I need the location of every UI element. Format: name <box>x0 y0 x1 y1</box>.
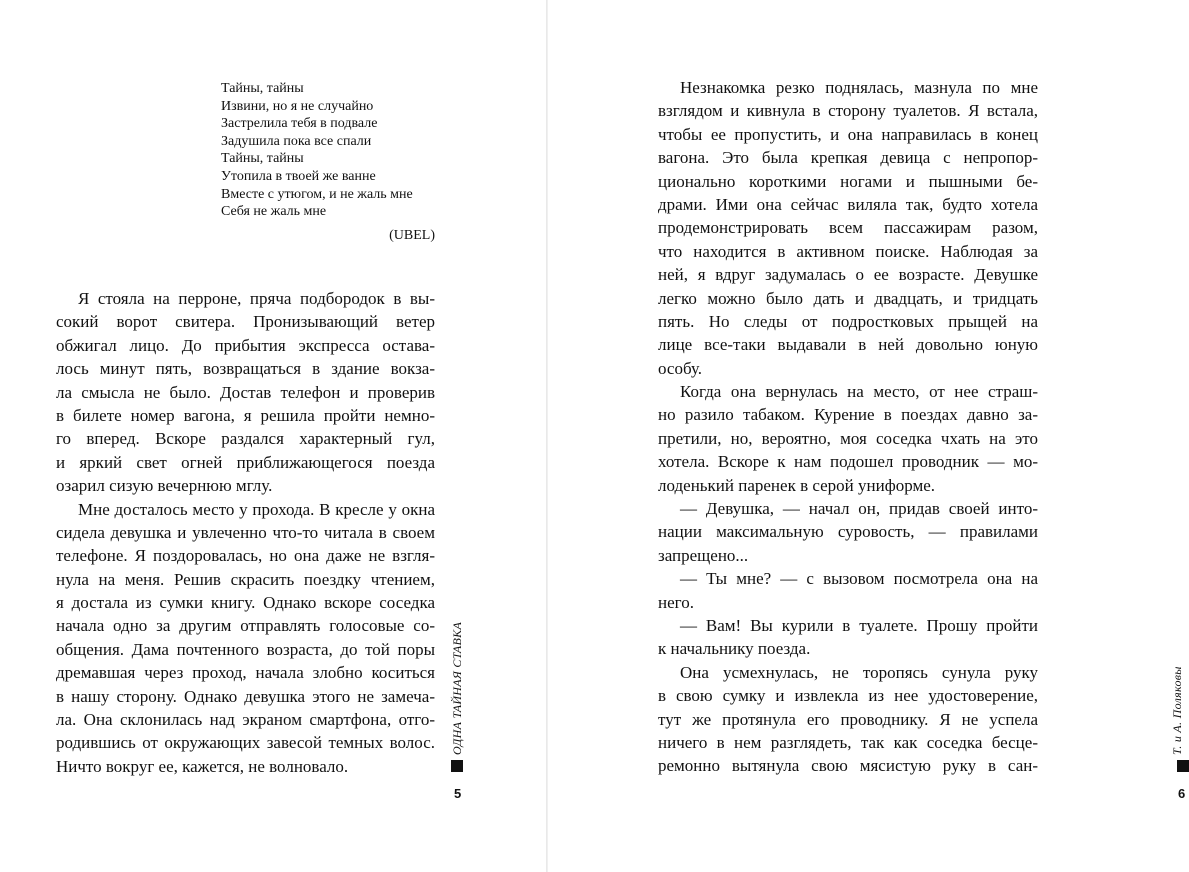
epigraph-line: Задушила пока все спали <box>221 133 372 149</box>
text-line: него. <box>658 592 694 612</box>
running-head-marker <box>1177 760 1189 772</box>
page-number: 6 <box>1178 786 1186 801</box>
running-head-authors: Т. и А. Поляковы <box>1170 666 1184 755</box>
text-line: го вперед. Вскоре раздался характерный гул, <box>56 429 435 449</box>
text-line: легко можно было дать и двадцать, и тридцать <box>658 288 1038 308</box>
text-line: родившись от окружающих завесой темных волос. <box>56 733 435 753</box>
epigraph-line: Утопила в твоей же ванне <box>221 168 376 184</box>
text-line: продемонстрировать всем пассажирам разом, <box>658 218 1038 238</box>
right-body-text <box>658 76 1038 778</box>
text-line: к начальнику поезда. <box>658 639 811 659</box>
text-line: что находится в активном поиске. Наблюдая за <box>658 241 1038 261</box>
text-line: Мне досталось место у прохода. В кресле у окна <box>78 499 435 519</box>
text-line: Когда она вернулась на место, от нее страш- <box>680 382 1038 402</box>
epigraph-line: Застрелила тебя в подвале <box>221 116 378 132</box>
text-line: взглядом и кивнула в сторону туалетов. Я встала, <box>658 101 1038 121</box>
text-line: ционально короткими ногами и пышными бе- <box>658 171 1038 191</box>
epigraph-line: Себя не жаль мне <box>221 204 327 220</box>
text-line: но разило табаком. Курение в поездах давно за- <box>658 405 1038 425</box>
text-line: претили, но, вероятно, моя соседка чхать на это <box>658 428 1038 448</box>
text-line: в свою сумку и извлекла из нее удостоверение, <box>658 686 1038 706</box>
text-line: запрещено... <box>658 545 749 565</box>
text-line: Она усмехнулась, не торопясь сунула руку <box>680 662 1038 682</box>
text-line: Незнакомка резко поднялась, мазнула по мне <box>680 78 1038 97</box>
running-head-marker <box>451 760 463 772</box>
text-line: дремавшая через проход, начала злобно коситься <box>56 663 435 683</box>
page-number: 5 <box>454 786 462 801</box>
text-line: ла смысла не было. Достав телефон и проверив <box>56 382 435 402</box>
text-line: — Ты мне? — с вызовом посмотрела она на <box>680 569 1038 589</box>
text-line: чтобы ее пропустить, и она направилась в конец <box>658 124 1038 144</box>
left-body-text <box>56 287 435 778</box>
text-line: ничего в нем разглядеть, так как соседка бесце- <box>658 732 1038 752</box>
running-head-title: ОДНА ТАЙНАЯ СТАВКА <box>450 621 464 755</box>
text-line: Я стояла на перроне, пряча подбородок в вы- <box>78 289 435 308</box>
text-line: обжигал лицо. До прибытия экспресса остава- <box>56 335 435 355</box>
text-line: пять. Но следы от подростковых прыщей на <box>658 311 1038 331</box>
epigraph <box>221 80 435 244</box>
text-line: нула на меня. Решив скрасить поездку чтением, <box>56 569 435 589</box>
text-line: лоденький паренек в серой униформе. <box>658 475 936 495</box>
text-line: — Девушка, — начал он, придав своей инто- <box>680 499 1038 519</box>
text-line: общения. Дама почтенного возраста, до той поры <box>56 639 435 659</box>
text-line: сидела девушка и увлеченно что-то читала в своем <box>56 522 435 542</box>
text-line: нации максимальную суровость, — правилами <box>658 522 1038 542</box>
text-line: лось минут пять, возвращаться в здание вокза- <box>56 359 435 379</box>
epigraph-line: Тайны, тайны <box>221 151 304 167</box>
text-line: ремонно вытянула свою мясистую руку в сан- <box>658 756 1038 776</box>
text-line: в билете номер вагона, я решила пройти немно- <box>56 405 435 425</box>
text-line: ла. Она склонилась над экраном смартфона, отго- <box>56 710 435 730</box>
epigraph-line: Тайны, тайны <box>221 81 304 96</box>
text-line: сокий ворот свитера. Пронизывающий ветер <box>56 312 435 332</box>
text-line: — Вам! Вы курили в туалете. Прошу пройти <box>680 615 1038 635</box>
text-line: особу. <box>658 358 703 378</box>
text-line: вагона. Это была крепкая девица с непропор- <box>658 148 1038 168</box>
epigraph-line: Извини, но я не случайно <box>221 98 374 114</box>
epigraph-attribution: (UBEL) <box>389 227 435 243</box>
left-page <box>0 0 546 872</box>
text-line: в нашу сторону. Однако девушка этого не замеча- <box>56 686 435 706</box>
text-line: и яркий свет огней приближающегося поезда <box>56 452 435 472</box>
epigraph-line: Вместе с утюгом, и не жаль мне <box>221 186 413 202</box>
text-line: я достала из сумки книгу. Однако вскоре соседка <box>56 593 435 613</box>
text-line: начала одно за другим отправлять голосовые со- <box>56 616 435 636</box>
text-line: тут же протянула его проводнику. Я не успела <box>658 709 1038 729</box>
text-line: лице все-таки выдавали в ней довольно юную <box>658 335 1038 355</box>
text-line: Ничто вокруг ее, кажется, не волновало. <box>56 756 349 776</box>
text-line: хотела. Вскоре к нам подошел проводник — мо- <box>658 452 1038 472</box>
text-line: ней, я вдруг задумалась о ее возрасте. Девушке <box>658 265 1038 285</box>
text-line: драми. Ими она сейчас виляла так, будто хотела <box>658 194 1038 214</box>
text-line: озарил сизую вечернюю мглу. <box>56 476 273 496</box>
text-line: телефоне. Я поздоровалась, но она даже не взгля- <box>56 546 435 566</box>
